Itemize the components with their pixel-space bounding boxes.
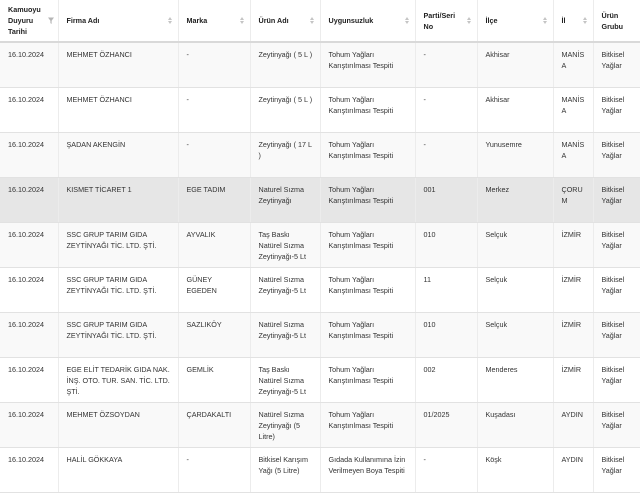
col-header-province[interactable]: İl (553, 0, 593, 42)
cell-brand: - (178, 87, 250, 132)
table-row[interactable] (0, 132, 640, 177)
cell-product: Naturel Sızma Zeytinyağı (250, 177, 320, 222)
cell-date: 16.10.2024 (0, 267, 58, 312)
cell-province: İZMİR (553, 222, 593, 267)
table-row[interactable] (0, 312, 640, 357)
cell-issue: Tohum Yağları Karıştırılması Tespiti (320, 312, 415, 357)
cell-lot: 01/2025 (415, 402, 477, 447)
cell-date: 16.10.2024 (0, 447, 58, 492)
cell-province: İZMİR (553, 312, 593, 357)
cell-product: Natürel Sızma Zeytinyağı-5 Lt (250, 312, 320, 357)
cell-lot: 002 (415, 357, 477, 402)
cell-district: Selçuk (477, 222, 553, 267)
cell-brand: ÇARDAKALTI (178, 402, 250, 447)
sort-icon[interactable] (405, 16, 411, 26)
cell-date: 16.10.2024 (0, 132, 58, 177)
cell-district: Merkez (477, 177, 553, 222)
cell-group: Bitkisel Yağlar (593, 267, 640, 312)
cell-date: 16.10.2024 (0, 42, 58, 87)
table-row[interactable] (0, 447, 640, 492)
sort-icon[interactable] (467, 16, 473, 26)
cell-issue: Tohum Yağları Karıştırılması Tespiti (320, 87, 415, 132)
col-header-lot[interactable]: Parti/Seri No (415, 0, 477, 42)
cell-lot: - (415, 447, 477, 492)
cell-province: MANİSA (553, 42, 593, 87)
cell-firm: EGE ELİT TEDARİK GIDA NAK. İNŞ. OTO. TUR. SAN. TİC. LTD. ŞTİ. (58, 357, 178, 402)
sort-icon[interactable] (583, 16, 589, 26)
cell-firm: SSC GRUP TARIM GIDA ZEYTİNYAĞI TİC. LTD. ŞTİ. (58, 222, 178, 267)
cell-brand: - (178, 447, 250, 492)
sort-icon[interactable] (543, 16, 549, 26)
cell-issue: Tohum Yağları Karıştırılması Tespiti (320, 222, 415, 267)
cell-group: Bitkisel Yağlar (593, 87, 640, 132)
table-row[interactable] (0, 177, 640, 222)
cell-brand: GÜNEY EGEDEN (178, 267, 250, 312)
sort-icon[interactable] (310, 16, 316, 26)
cell-brand: EGE TADIM (178, 177, 250, 222)
col-header-district[interactable]: İlçe (477, 0, 553, 42)
cell-lot: 010 (415, 312, 477, 357)
col-header-product[interactable]: Ürün Adı (250, 0, 320, 42)
cell-product: Zeytinyağı ( 5 L ) (250, 42, 320, 87)
table-row[interactable] (0, 42, 640, 87)
cell-district: Akhisar (477, 42, 553, 87)
cell-issue: Tohum Yağları Karıştırılması Tespiti (320, 177, 415, 222)
cell-date: 16.10.2024 (0, 87, 58, 132)
cell-product: Natürel Sızma Zeytinyağı (5 Litre) (250, 402, 320, 447)
cell-product: Taş Baskı Natürel Sızma Zeytinyağı-5 Lt (250, 357, 320, 402)
cell-firm: MEHMET ÖZHANCI (58, 87, 178, 132)
cell-province: AYDIN (553, 402, 593, 447)
cell-brand: AYVALIK (178, 222, 250, 267)
cell-brand: - (178, 42, 250, 87)
filter-icon[interactable] (48, 17, 54, 24)
cell-issue: Gıdada Kullanımına İzin Verilmeyen Boya Tespiti (320, 447, 415, 492)
cell-date: 16.10.2024 (0, 312, 58, 357)
col-header-date-label: Kamuoyu Duyuru Tarihi (8, 5, 41, 36)
cell-product: Zeytinyağı ( 5 L ) (250, 87, 320, 132)
cell-issue: Tohum Yağları Karıştırılması Tespiti (320, 42, 415, 87)
cell-product: Bitkisel Karışım Yağı (5 Litre) (250, 447, 320, 492)
cell-district: Yunusemre (477, 132, 553, 177)
table-row[interactable] (0, 357, 640, 402)
col-header-brand[interactable]: Marka (178, 0, 250, 42)
table-row[interactable] (0, 402, 640, 447)
cell-firm: SSC GRUP TARIM GIDA ZEYTİNYAĞI TİC. LTD. ŞTİ. (58, 312, 178, 357)
cell-province: MANİSA (553, 87, 593, 132)
cell-group: Bitkisel Yağlar (593, 402, 640, 447)
cell-product: Zeytinyağı ( 17 L ) (250, 132, 320, 177)
cell-date: 16.10.2024 (0, 222, 58, 267)
cell-brand: - (178, 132, 250, 177)
cell-district: Kuşadası (477, 402, 553, 447)
cell-province: İZMİR (553, 267, 593, 312)
cell-district: Selçuk (477, 267, 553, 312)
cell-issue: Tohum Yağları Karıştırılması Tespiti (320, 132, 415, 177)
cell-district: Köşk (477, 447, 553, 492)
table-row[interactable] (0, 222, 640, 267)
cell-district: Selçuk (477, 312, 553, 357)
cell-issue: Tohum Yağları Karıştırılması Tespiti (320, 267, 415, 312)
cell-group: Bitkisel Yağlar (593, 357, 640, 402)
cell-province: ÇORUM (553, 177, 593, 222)
cell-firm: MEHMET ÖZHANCI (58, 42, 178, 87)
cell-firm: SSC GRUP TARIM GIDA ZEYTİNYAĞI TİC. LTD. ŞTİ. (58, 267, 178, 312)
cell-firm: MEHMET ÖZSOYDAN (58, 402, 178, 447)
col-header-date[interactable] (0, 0, 58, 42)
cell-group: Bitkisel Yağlar (593, 42, 640, 87)
cell-group: Bitkisel Yağlar (593, 312, 640, 357)
cell-lot: 010 (415, 222, 477, 267)
sort-icon[interactable] (168, 16, 174, 26)
cell-lot: - (415, 132, 477, 177)
table-body (0, 42, 640, 492)
cell-lot: 001 (415, 177, 477, 222)
cell-group: Bitkisel Yağlar (593, 447, 640, 492)
col-header-issue[interactable]: Uygunsuzluk (320, 0, 415, 42)
table-header-row (0, 0, 640, 42)
cell-brand: SAZLIKÖY (178, 312, 250, 357)
cell-lot: - (415, 42, 477, 87)
cell-product: Natürel Sızma Zeytinyağı-5 Lt (250, 267, 320, 312)
col-header-group: Ürün Grubu (593, 0, 640, 42)
cell-issue: Tohum Yağları Karıştırılması Tespiti (320, 402, 415, 447)
cell-firm: ŞADAN AKENGİN (58, 132, 178, 177)
cell-issue: Tohum Yağları Karıştırılması Tespiti (320, 357, 415, 402)
cell-lot: - (415, 87, 477, 132)
cell-province: İZMİR (553, 357, 593, 402)
table-row[interactable] (0, 87, 640, 132)
cell-group: Bitkisel Yağlar (593, 132, 640, 177)
cell-district: Akhisar (477, 87, 553, 132)
cell-lot: 11 (415, 267, 477, 312)
cell-product: Taş Baskı Natürel Sızma Zeytinyağı-5 Lt (250, 222, 320, 267)
cell-group: Bitkisel Yağlar (593, 222, 640, 267)
cell-date: 16.10.2024 (0, 177, 58, 222)
cell-district: Menderes (477, 357, 553, 402)
cell-date: 16.10.2024 (0, 402, 58, 447)
cell-date: 16.10.2024 (0, 357, 58, 402)
cell-firm: HALİL GÖKKAYA (58, 447, 178, 492)
cell-province: AYDIN (553, 447, 593, 492)
col-header-firm[interactable]: Firma Adı (58, 0, 178, 42)
cell-brand: GEMLİK (178, 357, 250, 402)
table-row[interactable] (0, 267, 640, 312)
cell-province: MANİSA (553, 132, 593, 177)
sort-icon[interactable] (240, 16, 246, 26)
cell-group: Bitkisel Yağlar (593, 177, 640, 222)
cell-firm: KISMET TİCARET 1 (58, 177, 178, 222)
